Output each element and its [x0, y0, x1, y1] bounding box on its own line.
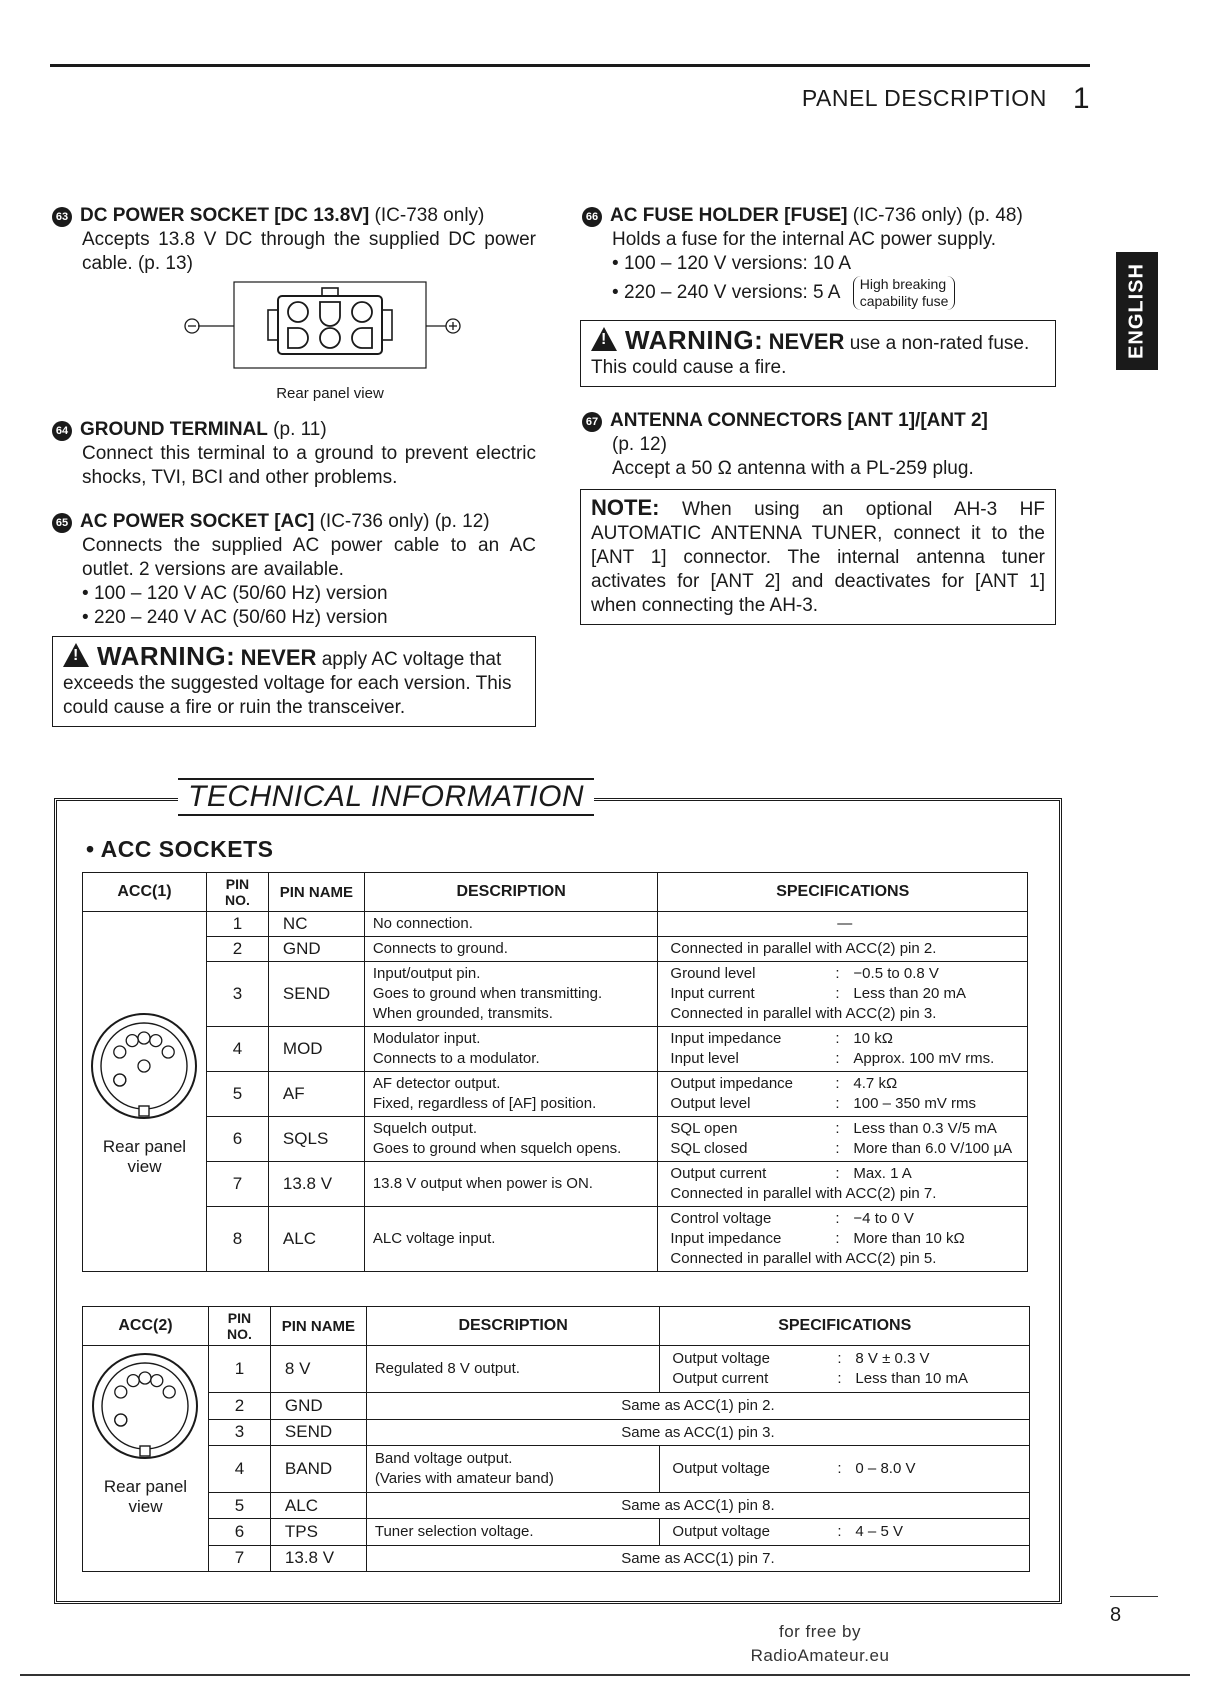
connector-pin [138, 1032, 150, 1044]
table-row [83, 1117, 1028, 1162]
bullet-item: • 220 – 240 V AC (50/60 Hz) version [52, 606, 536, 630]
fuse-note-line2: capability fuse [859, 293, 949, 309]
description-line: No connection. [372, 915, 473, 932]
chapter-number: 1 [1072, 82, 1090, 115]
spec-label: Output voltage [672, 1459, 770, 1477]
pin-no-header: PIN NO. [208, 1307, 270, 1346]
pin-name: MOD [268, 1027, 364, 1072]
spec-value: Max. 1 A [853, 1165, 912, 1182]
spec-value: −0.5 to 0.8 V [853, 965, 939, 982]
spec-label: Input impedance [670, 1230, 782, 1247]
pin-number: 4 [206, 1027, 268, 1072]
din-connector-icon [89, 1350, 201, 1462]
description-line: Goes to ground when squelch opens. [372, 1140, 622, 1157]
description-cell [364, 912, 658, 937]
warning-box-ac [52, 636, 536, 727]
pin-name: BAND [270, 1445, 366, 1492]
item-text: Holds a fuse for the internal AC power supply. [612, 229, 997, 250]
spec-separator: : [835, 985, 840, 1002]
spec-label: Input level [670, 1050, 739, 1067]
item-antenna-connectors [582, 409, 1056, 481]
specification-line [672, 1459, 1021, 1479]
page-number: 8 [1110, 1604, 1122, 1626]
spec-separator: : [837, 1370, 842, 1388]
right-column [582, 204, 1056, 625]
description-cell [364, 962, 658, 1027]
specification-line [670, 1029, 1019, 1049]
spec-value: 4.7 kΩ [853, 1075, 898, 1092]
specification-cell [658, 1117, 1028, 1162]
diagram-caption: Rear panel view [276, 385, 384, 402]
spec-value: 8 V ± 0.3 V [855, 1350, 930, 1368]
item-ref: (p. 12) [612, 434, 667, 455]
spec-separator: : [835, 1075, 840, 1092]
pin-number: 3 [208, 1419, 270, 1445]
description-line: Tuner selection voltage. [374, 1523, 534, 1541]
spec-label: Output current [670, 1165, 767, 1182]
specification-line [670, 964, 1019, 984]
spec-label: Output current [672, 1370, 769, 1388]
table-row [83, 1445, 1030, 1492]
fuse-type-note [853, 276, 956, 310]
connector-cell [83, 912, 207, 1272]
pin-number: 4 [208, 1445, 270, 1492]
spec-value: Less than 20 mA [853, 985, 966, 1002]
pin-number: 5 [208, 1493, 270, 1519]
description-cell [364, 1117, 658, 1162]
item-ac-power-socket [52, 510, 536, 630]
pin-name: AF [268, 1072, 364, 1117]
table-row [83, 912, 1028, 937]
spec-separator: : [837, 1350, 842, 1368]
pin-number: 8 [206, 1207, 268, 1272]
item-number-badge: 67 [582, 412, 602, 432]
description-cell [364, 1162, 658, 1207]
spec-label: Input current [670, 985, 755, 1002]
connector-pin [163, 1046, 175, 1058]
specification-cell [658, 962, 1028, 1027]
description-cell [364, 1207, 658, 1272]
table-row [83, 1419, 1030, 1445]
specification-line [670, 1229, 1019, 1249]
connector-caption: Rear panel view [102, 1137, 187, 1176]
specification-cell [660, 1445, 1030, 1492]
spec-separator: : [835, 1210, 840, 1227]
pin-name: NC [268, 912, 364, 937]
table-row [83, 962, 1028, 1027]
table-row [83, 1393, 1030, 1419]
specification-line [672, 1522, 1021, 1542]
spec-separator: : [835, 1050, 840, 1067]
specification-line [670, 1049, 1019, 1069]
note-text: When using an optional AH-3 HF AUTOMATIC ANTENNA TUNER, connect it to the [ANT 1] connector. The internal antenna tuner activates for [ANT 2] and deactivates for [ANT 1] when connecting the AH-3. [591, 499, 1045, 616]
spec-value: Less than 0.3 V/5 mA [853, 1120, 997, 1137]
item-title: AC POWER SOCKET [AC] [80, 511, 315, 532]
header-title: PANEL DESCRIPTION [801, 85, 1047, 111]
top-rule [50, 64, 1090, 67]
pin-number: 1 [208, 1346, 270, 1393]
spec-separator: : [835, 965, 840, 982]
bullet-item: • 100 – 120 V versions: 10 A [582, 252, 1056, 276]
warning-heading: WARNING: [625, 325, 764, 355]
pin-name: 13.8 V [270, 1545, 366, 1571]
warning-text: use a non-rated fuse. This could cause a fire. [591, 333, 1030, 378]
description-cell [366, 1346, 660, 1393]
item-text: Connects the supplied AC power cable to an AC outlet. 2 versions are available. [82, 535, 536, 580]
spec-separator: : [835, 1030, 840, 1047]
pin-name-header: PIN NAME [268, 873, 364, 912]
pin-name: SEND [270, 1419, 366, 1445]
description-line: Squelch output. [372, 1120, 478, 1137]
specification-line [670, 1249, 1019, 1269]
same-as-cell: Same as ACC(1) pin 8. [366, 1493, 1029, 1519]
description-cell [364, 937, 658, 962]
description-line: ALC voltage input. [372, 1230, 496, 1247]
spec-value: 4 – 5 V [855, 1523, 903, 1541]
spec-label: Output voltage [672, 1350, 770, 1368]
footer-line1: for free by [778, 1622, 862, 1641]
specification-cell [658, 937, 1028, 962]
specification-line [672, 1349, 1021, 1369]
din-connector-icon [88, 1010, 200, 1122]
bullet-item: • 100 – 120 V AC (50/60 Hz) version [52, 582, 536, 606]
connector-pin [139, 1372, 151, 1384]
bottom-rule [20, 1674, 1190, 1676]
acc1-table [82, 872, 1028, 1272]
table-row [83, 1072, 1028, 1117]
spec-value: More than 10 kΩ [853, 1230, 965, 1247]
spec-separator: : [835, 1140, 840, 1157]
specification-line [670, 914, 1019, 934]
specifications-header: SPECIFICATIONS [658, 873, 1028, 912]
description-cell [366, 1519, 660, 1545]
description-line: Connects to ground. [372, 940, 508, 957]
table-row [83, 1493, 1030, 1519]
pin-name: 13.8 V [268, 1162, 364, 1207]
page-header [802, 82, 1090, 116]
item-note: (IC-736 only) (p. 12) [319, 511, 490, 532]
footer-line2: RadioAmateur.eu [750, 1646, 890, 1665]
pin-number: 3 [206, 962, 268, 1027]
connector-pin [138, 1060, 150, 1072]
table-row [83, 1162, 1028, 1207]
connector-pin [114, 1046, 126, 1058]
item-dc-power-socket [52, 204, 536, 276]
item-title: GROUND TERMINAL [80, 419, 268, 440]
spec-label: Output impedance [670, 1075, 793, 1092]
spec-value: 10 kΩ [853, 1030, 893, 1047]
pin-number: 1 [206, 912, 268, 937]
specification-line [670, 1004, 1019, 1024]
pin-name: TPS [270, 1519, 366, 1545]
spec-value: Less than 10 mA [855, 1370, 968, 1388]
left-column [52, 204, 536, 727]
footer-credit [740, 1620, 900, 1668]
description-line: 13.8 V output when power is ON. [372, 1175, 593, 1192]
table-row [83, 1027, 1028, 1072]
specification-cell [658, 1072, 1028, 1117]
spec-label: Ground level [670, 965, 756, 982]
pin-name: ALC [270, 1493, 366, 1519]
warning-heading: WARNING: [97, 641, 236, 671]
spec-label: SQL closed [670, 1140, 748, 1157]
spec-label: Connected in parallel with ACC(2) pin 5. [670, 1250, 937, 1267]
pin-name: 8 V [270, 1346, 366, 1393]
warning-box-fuse [580, 320, 1056, 387]
spec-label: Control voltage [670, 1210, 772, 1227]
spec-label: Connected in parallel with ACC(2) pin 7. [670, 1185, 937, 1202]
specification-line [670, 1139, 1019, 1159]
pin-name: SQLS [268, 1117, 364, 1162]
item-text: Accepts 13.8 V DC through the supplied DC power cable. (p. 13) [82, 229, 536, 274]
item-note: (IC-736 only) (p. 48) [852, 205, 1023, 226]
specification-cell [660, 1519, 1030, 1545]
connector-header: ACC(2) [83, 1307, 209, 1346]
warning-triangle-icon [591, 327, 617, 351]
item-number-badge: 63 [52, 207, 72, 227]
connector-cell [83, 1346, 209, 1572]
spec-label: Output voltage [672, 1523, 770, 1541]
bullet-item: • 220 – 240 V versions: 5 A [612, 282, 839, 303]
connector-pin [114, 1074, 126, 1086]
pin-number: 5 [206, 1072, 268, 1117]
note-heading: NOTE: [591, 495, 660, 520]
specification-cell [660, 1346, 1030, 1393]
pin-number: 7 [208, 1545, 270, 1571]
connector-pin [151, 1375, 163, 1387]
spec-label: Input impedance [670, 1030, 782, 1047]
technical-information-title: TECHNICAL INFORMATION [178, 778, 594, 816]
description-line: When grounded, transmits. [372, 1005, 553, 1022]
spec-value: 100 – 350 mV rms [853, 1095, 976, 1112]
item-note: (IC-738 only) [374, 205, 485, 226]
specification-line [670, 1119, 1019, 1139]
spec-separator: : [835, 1120, 840, 1137]
spec-value: 0 – 8.0 V [855, 1459, 916, 1477]
item-number-badge: 66 [582, 207, 602, 227]
description-cell [366, 1445, 660, 1492]
connector-caption: Rear panel view [103, 1477, 188, 1516]
description-line: Input/output pin. [372, 965, 481, 982]
description-header: DESCRIPTION [364, 873, 658, 912]
pin-number: 2 [208, 1393, 270, 1419]
specification-cell [658, 1207, 1028, 1272]
item-text: Accept a 50 Ω antenna with a PL-259 plug. [612, 458, 974, 479]
pin-name: GND [270, 1393, 366, 1419]
spec-separator: : [835, 1165, 840, 1182]
description-line: Regulated 8 V output. [374, 1360, 520, 1378]
item-title: ANTENNA CONNECTORS [ANT 1]/[ANT 2] [610, 410, 988, 431]
pin-number: 6 [206, 1117, 268, 1162]
spec-label: SQL open [670, 1120, 738, 1137]
spec-separator: : [835, 1230, 840, 1247]
pin-name-header: PIN NAME [270, 1307, 366, 1346]
spec-value: More than 6.0 V/100 µA [853, 1140, 1013, 1157]
specification-cell [658, 912, 1028, 937]
language-tab [1116, 252, 1158, 370]
item-title: DC POWER SOCKET [DC 13.8V] [80, 205, 370, 226]
warning-triangle-icon [63, 643, 89, 667]
acc2-table [82, 1306, 1030, 1572]
item-ground-terminal [52, 418, 536, 490]
description-header: DESCRIPTION [366, 1307, 660, 1346]
specification-line [670, 1074, 1019, 1094]
dc-socket-drawing [52, 276, 536, 382]
table-row [83, 1207, 1028, 1272]
warning-never: NEVER [768, 329, 845, 354]
connector-pin [115, 1414, 127, 1426]
same-as-cell: Same as ACC(1) pin 7. [366, 1545, 1029, 1571]
description-line: Band voltage output. [374, 1449, 513, 1467]
specification-cell [658, 1162, 1028, 1207]
description-line: Connects to a modulator. [372, 1050, 540, 1067]
specifications-header: SPECIFICATIONS [660, 1307, 1030, 1346]
specification-line [670, 1209, 1019, 1229]
spec-separator: : [837, 1523, 842, 1541]
same-as-cell: Same as ACC(1) pin 2. [366, 1393, 1029, 1419]
table-header-row [83, 1307, 1030, 1346]
item-ac-fuse-holder [582, 204, 1056, 310]
table-row [83, 1545, 1030, 1571]
pin-name: GND [268, 937, 364, 962]
specification-line [670, 1184, 1019, 1204]
specification-line [670, 984, 1019, 1004]
description-cell [364, 1072, 658, 1117]
pin-number: 6 [208, 1519, 270, 1545]
table-header-row [83, 873, 1028, 912]
pin-name: SEND [268, 962, 364, 1027]
connector-header: ACC(1) [83, 873, 207, 912]
specification-line [670, 1094, 1019, 1114]
table-row [83, 1519, 1030, 1545]
item-number-badge: 64 [52, 421, 72, 441]
item-number-badge: 65 [52, 513, 72, 533]
spec-separator: : [837, 1459, 842, 1477]
language-tab-label: ENGLISH [1125, 263, 1148, 359]
item-note: (p. 11) [273, 419, 327, 440]
warning-never: NEVER [240, 645, 317, 670]
connector-pin [127, 1035, 139, 1047]
acc-sockets-heading: • ACC SOCKETS [86, 836, 274, 862]
pin-no-header: PIN NO. [206, 873, 268, 912]
table-row [83, 1346, 1030, 1393]
spec-label: — [837, 915, 853, 932]
specification-cell [658, 1027, 1028, 1072]
description-line: Fixed, regardless of [AF] position. [372, 1095, 597, 1112]
spec-label: Output level [670, 1095, 751, 1112]
fuse-line [582, 276, 1056, 310]
table-row [83, 937, 1028, 962]
same-as-cell: Same as ACC(1) pin 3. [366, 1419, 1029, 1445]
connector-pin [150, 1035, 162, 1047]
description-line: Goes to ground when transmitting. [372, 985, 603, 1002]
connector-pin [115, 1386, 127, 1398]
connector-pin [164, 1386, 176, 1398]
spec-label: Connected in parallel with ACC(2) pin 3. [670, 1005, 937, 1022]
spec-value: −4 to 0 V [853, 1210, 914, 1227]
specification-line [670, 1164, 1019, 1184]
description-cell [364, 1027, 658, 1072]
spec-label: Connected in parallel with ACC(2) pin 2. [670, 940, 937, 957]
dc-socket-diagram [52, 276, 536, 404]
item-text: Connect this terminal to a ground to prevent electric shocks, TVI, BCI and other problems. [82, 443, 536, 488]
note-box [580, 489, 1056, 625]
connector-pin [128, 1375, 140, 1387]
item-title: AC FUSE HOLDER [FUSE] [610, 205, 848, 226]
specification-line [670, 939, 1019, 959]
spec-separator: : [835, 1095, 840, 1112]
page-number-rule [1110, 1596, 1158, 1597]
pin-name: ALC [268, 1207, 364, 1272]
fuse-note-line1: High breaking [859, 276, 947, 292]
warning-text: apply AC voltage that exceeds the suggested voltage for each version. This could cause a fire or ruin the transceiver. [63, 649, 512, 718]
pin-number: 2 [206, 937, 268, 962]
description-line: (Varies with amateur band) [374, 1469, 554, 1487]
description-line: Modulator input. [372, 1030, 481, 1047]
description-line: AF detector output. [372, 1075, 501, 1092]
spec-value: Approx. 100 mV rms. [853, 1050, 995, 1067]
pin-number: 7 [206, 1162, 268, 1207]
specification-line [672, 1369, 1021, 1389]
